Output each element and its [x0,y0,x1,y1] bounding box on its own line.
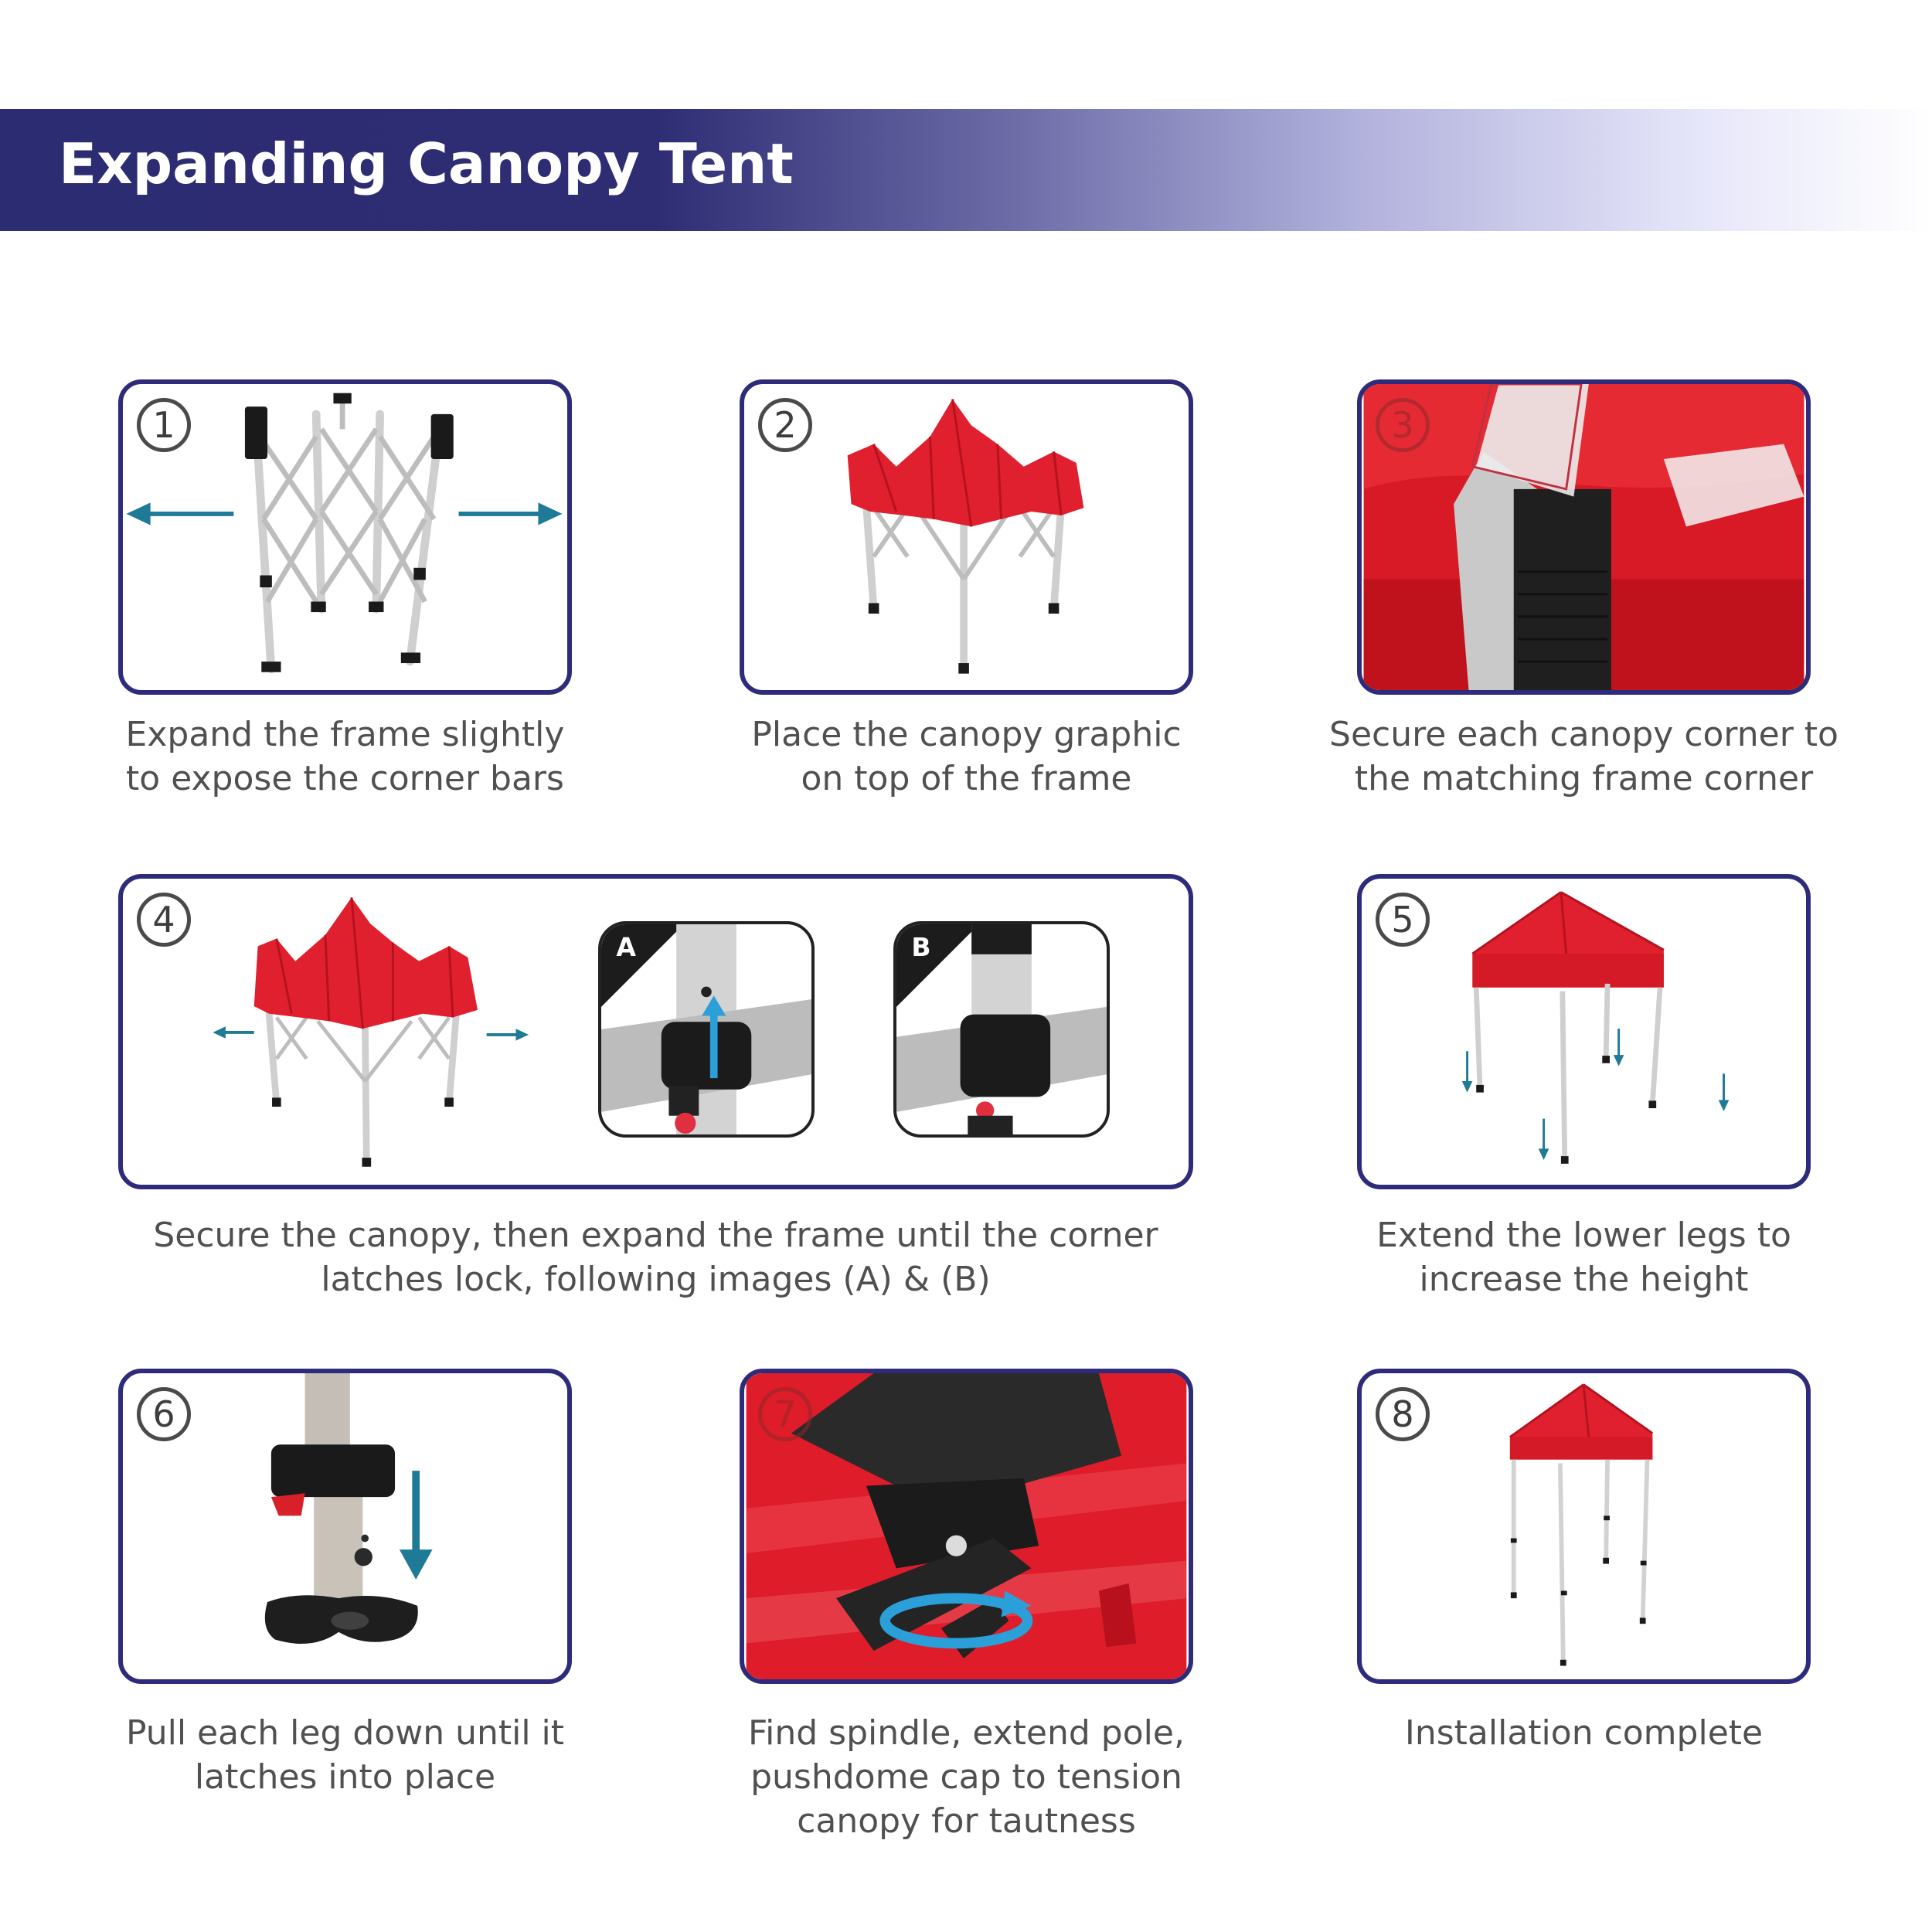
step-4-caption-line2: latches lock, following images (A) & (B) [321,1260,991,1299]
step-3-number: 3 [1376,398,1430,452]
step-7-caption-line1: Find spindle, extend pole, [748,1713,1185,1753]
latch-inset-a [598,921,815,1138]
step-5-number: 5 [1376,893,1430,947]
step-6-caption-line2: latches into place [194,1757,496,1797]
step-2-caption-line2: on top of the frame [801,759,1132,798]
step-5-caption [1316,1213,1852,1301]
expand-right-arrow [459,502,563,525]
step-6-number: 6 [137,1387,191,1441]
step-3-caption-line1: Secure each canopy corner to [1329,715,1838,754]
step-7-number: 7 [758,1387,812,1441]
step-5-caption-line1: Extend the lower legs to [1376,1216,1791,1255]
step-5-panel [1357,874,1811,1189]
expand-left-arrow [127,502,234,525]
expand-right-arrow-small [487,1029,529,1041]
step-6-panel [118,1369,572,1684]
step-3-panel [1357,379,1811,695]
step-7-caption-line3: canopy for tautness [797,1801,1136,1841]
step-2-number: 2 [758,398,812,452]
step-7-caption-line2: pushdome cap to tension [750,1757,1182,1797]
step-1-caption-line1: Expand the frame slightly [125,715,565,754]
step-8-panel [1357,1369,1811,1684]
step-6-caption-line1: Pull each leg down until it [125,1713,565,1753]
step-8-caption [1316,1711,1852,1755]
step-4-number: 4 [137,893,191,947]
step-1-caption [77,713,613,801]
expand-left-arrow-small [213,1026,253,1039]
step-2-panel [740,379,1193,695]
inset-b-label: B [911,931,931,962]
page-title: Expanding Canopy Tent [59,131,794,196]
step-3-caption [1316,713,1852,801]
inset-a-label: A [616,931,636,962]
step-1-panel [118,379,572,695]
step-3-caption-line2: the matching frame corner [1354,759,1814,798]
step-7-panel [740,1369,1193,1684]
step-1-caption-line2: to expose the corner bars [126,759,564,798]
step-8-number: 8 [1376,1387,1430,1441]
step-4-caption-line1: Secure the canopy, then expand the frame until the corner [153,1216,1158,1255]
step-2-caption [699,713,1234,801]
step-8-caption-line1: Installation complete [1404,1713,1764,1753]
step-4-caption [118,1213,1193,1301]
step-4-panel [118,874,1193,1189]
step-1-number: 1 [137,398,191,452]
leg-down-arrows [1468,1029,1724,1152]
step-5-caption-line2: increase the height [1419,1260,1749,1299]
step-6-caption [77,1711,613,1799]
step-7-caption [699,1711,1234,1843]
step-2-caption-line1: Place the canopy graphic [751,715,1182,754]
latch-inset-b [893,921,1110,1138]
